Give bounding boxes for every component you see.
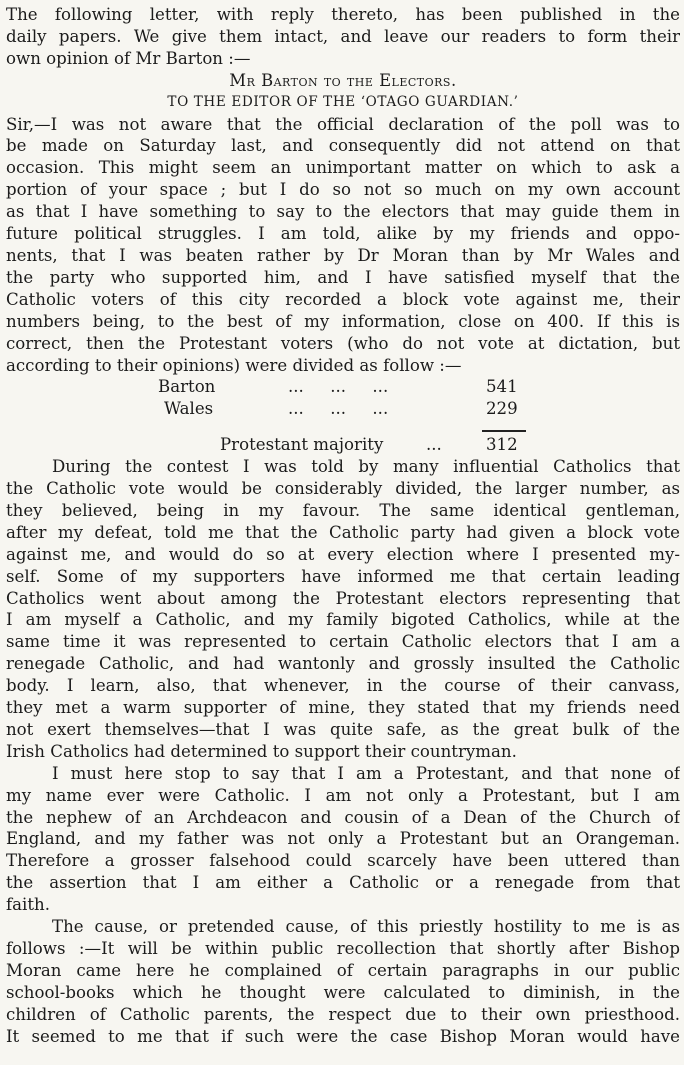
p3-line-4: England, and my father was not only a Protestant but an Orangeman. [6, 829, 680, 849]
p1-line-5: as that I have something to say to the electors that may guide them in [6, 202, 680, 222]
p1-line-6: future political struggles. I am told, alike by my friends and oppo- [6, 224, 680, 244]
letter-paragraph-4 [6, 916, 680, 1047]
intro-line-2: daily papers. We give them intact, and leave our readers to form their [6, 26, 680, 46]
p3-line-3: the nephew of an Archdeacon and cousin of a Dean of the Church of [6, 807, 680, 827]
p1-line-7: nents, that I was beaten rather by Dr Moran than by Mr Wales and [6, 245, 680, 265]
p2-line-12: they met a warm supporter of mine, they stated that my friends need [6, 698, 680, 718]
intro-paragraph [6, 4, 680, 70]
p2-line-13: not exert themselves—that I was quite safe, as the great bulk of the [6, 719, 680, 739]
p4-line-2: follows :—It will be within public recollection that shortly after Bishop [6, 939, 680, 959]
p1-line-1: Sir,—I was not aware that the official declaration of the poll was to [6, 114, 680, 134]
p3-line-2: my name ever were Catholic. I am not only a Protestant, but I am [6, 785, 680, 805]
p2-line-4: after my defeat, told me that the Catholic party had given a block vote [6, 522, 680, 542]
tally-row-barton [6, 376, 680, 398]
tally-sum-rule [482, 430, 526, 432]
p4-line-5: children of Catholic parents, the respect due to their own priesthood. [6, 1004, 680, 1024]
tally-name: Barton [158, 377, 216, 397]
p1-line-10: numbers being, to the best of my information, close on 400. If this is [6, 311, 680, 331]
p3-line-5: Therefore a grosser falsehood could scarcely have been uttered than [6, 851, 680, 871]
p2-line-5: against me, and would do so at every election where I presented my- [6, 544, 680, 564]
tally-row-wales [6, 398, 680, 420]
letter-heading: Mr Barton to the Electors. [229, 70, 457, 90]
p3-line-1: I must here stop to say that I am a Protestant, and that none of [52, 763, 680, 783]
p1-line-4: portion of your space ; but I do so not so much on my own account [6, 180, 680, 200]
p1-line-11: correct, then the Protestant voters (who do not vote at dictation, but [6, 333, 680, 353]
majority-value: 312 [486, 435, 518, 455]
p4-line-6: It seemed to me that if such were the case Bishop Moran would have [6, 1026, 680, 1046]
tally-row-majority [6, 434, 680, 456]
p4-line-1: The cause, or pretended cause, of this priestly hostility to me is as [52, 917, 680, 937]
tally-dots: ... ... ... [288, 399, 389, 419]
p2-line-1: During the contest I was told by many influential Catholics that [52, 457, 680, 477]
letter-paragraph-3 [6, 763, 680, 916]
p1-line-3: occasion. This might seem an unimportant matter on which to ask a [6, 158, 680, 178]
p2-line-3: they believed, being in my favour. The same identical gentleman, [6, 500, 680, 520]
intro-line-1: The following letter, with reply thereto, has been published in the [6, 5, 680, 24]
p2-line-6: self. Some of my supporters have informed me that certain leading [6, 566, 680, 586]
p1-line-12: according to their opinions) were divided as follow :— [6, 355, 462, 375]
vote-tally [6, 376, 680, 456]
p2-line-9: same time it was represented to certain Catholic electors that I am a [6, 632, 680, 652]
p1-line-9: Catholic voters of this city recorded a block vote against me, their [6, 289, 680, 309]
p2-line-7: Catholics went about among the Protestant electors representing that [6, 588, 680, 608]
tally-name: Wales [164, 399, 214, 419]
p2-line-11: body. I learn, also, that whenever, in the course of their canvass, [6, 676, 680, 696]
p4-line-3: Moran came here he complained of certain paragraphs in our public [6, 960, 680, 980]
majority-dots: ... [426, 435, 442, 455]
tally-dots: ... ... ... [288, 377, 389, 397]
letter-paragraph-2 [6, 456, 680, 763]
tally-spacer [6, 420, 680, 434]
tally-votes: 541 [486, 377, 518, 397]
p1-line-2: be made on Saturday last, and consequently did not attend on that [6, 136, 680, 156]
p3-line-7: faith. [6, 895, 50, 915]
p2-line-14: Irish Catholics had determined to support their countryman. [6, 741, 517, 761]
tally-votes: 229 [486, 399, 518, 419]
p2-line-10: renegade Catholic, and had wantonly and grossly insulted the Catholic [6, 654, 680, 674]
p1-line-8: the party who supported him, and I have satisfied myself that the [6, 267, 680, 287]
intro-line-3: own opinion of Mr Barton :— [6, 48, 251, 68]
p2-line-8: I am myself a Catholic, and my family bigoted Catholics, while at the [6, 610, 680, 630]
p3-line-6: the assertion that I am either a Catholic or a renegade from that [6, 873, 680, 893]
letter-paragraph-1 [6, 114, 680, 377]
p2-line-2: the Catholic vote would be considerably divided, the larger number, as [6, 478, 680, 498]
majority-label: Protestant majority [220, 435, 384, 455]
letter-subheading: TO THE EDITOR OF THE ‘OTAGO GUARDIAN.’ [167, 93, 519, 110]
p4-line-4: school-books which he thought were calculated to diminish, in the [6, 982, 680, 1002]
